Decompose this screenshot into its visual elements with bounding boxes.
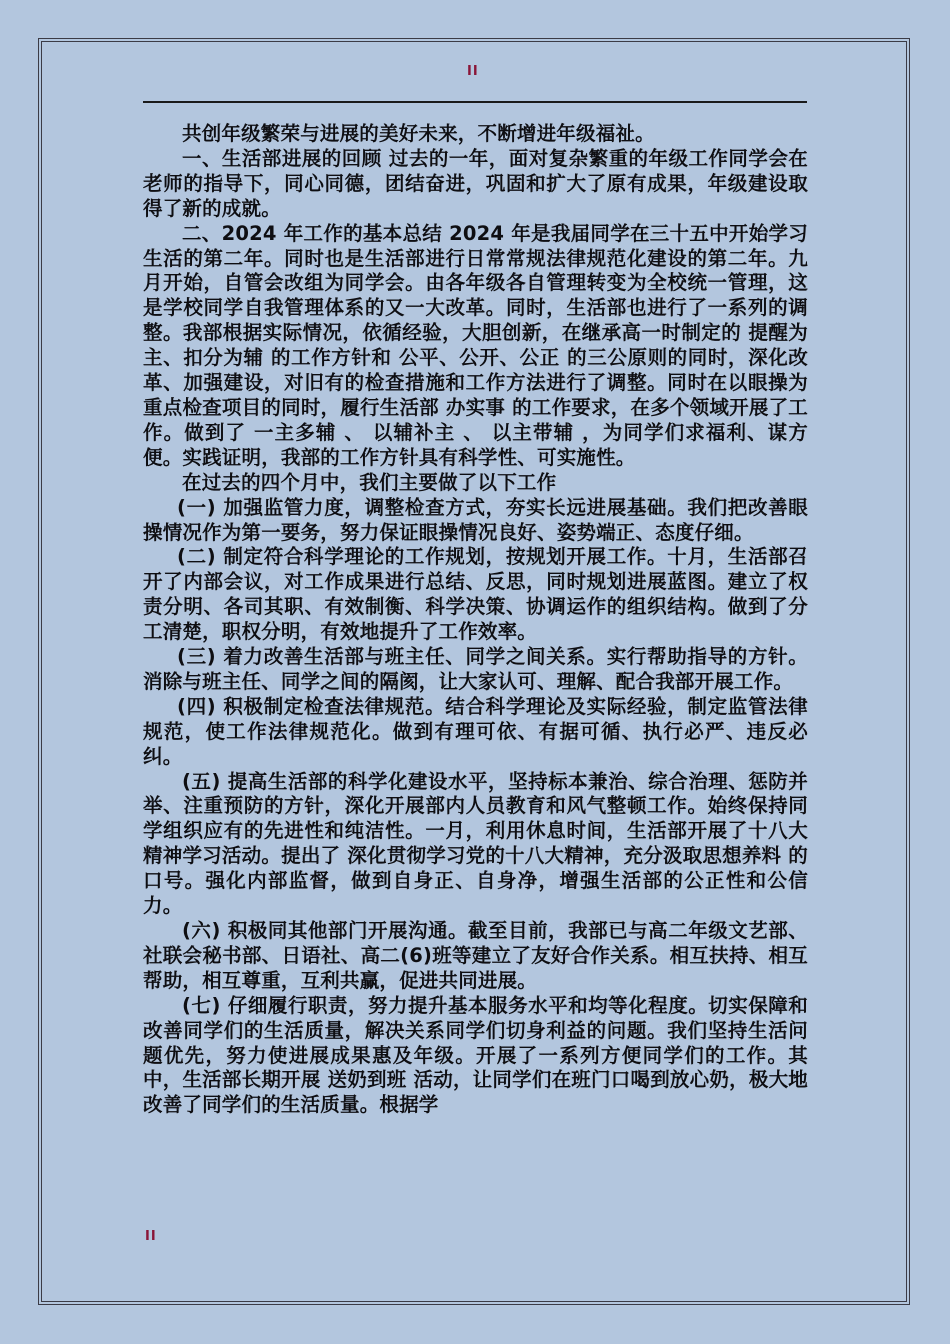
body-paragraph: (六) 积极同其他部门开展沟通。截至目前，我部已与高二年级文艺部、社联会秘书部、日语社、高二(6)班等建立了友好合作关系。相互扶持、相互帮助，相互尊重，互利共赢，促进共同进展。 (143, 919, 808, 992)
body-paragraph: (一) 加强监管力度，调整检查方式，夯实长远进展基础。我们把改善眼操情况作为第一要务，努力保证眼操情况良好、姿势端正、态度仔细。 (143, 495, 808, 544)
document-body (143, 122, 808, 1118)
body-paragraph: (三) 着力改善生活部与班主任、同学之间关系。实行帮助指导的方针。消除与班主任、同学之间的隔阂，让大家认可、理解、配合我部开展工作。 (143, 645, 808, 693)
body-paragraph: (七) 仔细履行职责，努力提升基本服务水平和均等化程度。切实保障和改善同学们的生活质量，解决关系同学们切身利益的问题。我们坚持生活问题优先，努力使进展成果惠及年级。开展了一系列方便同学们的工作。其中，生活部长期开展 送奶到班 活动，让同学们在班门口喝到放心奶，极大地改善了同学们的生活质量。根据学 (143, 993, 808, 1117)
body-paragraph: (五) 提高生活部的科学化建设水平，坚持标本兼治、综合治理、惩防并举、注重预防的方针，深化开展部内人员教育和风气整顿工作。始终保持同学组织应有的先进性和纯洁性。一月，利用休息时间，生活部开展了十八大精神学习活动。提出了 深化贯彻学习党的十八大精神，充分汲取思想养料 的口号。强化内部监督，做到自身正、自身净，增强生活部的公正性和公信力。 (143, 769, 808, 918)
body-paragraph: (四) 积极制定检查法律规范。结合科学理论及实际经验，制定监管法律规范，使工作法律规范化。做到有理可依、有据可循、执行必严、违反必纠。 (143, 694, 808, 768)
body-paragraph: 共创年级繁荣与进展的美好未来，不断增进年级福祉。 (182, 122, 655, 145)
body-paragraph: 二、2024 年工作的基本总结 2024 年是我届同学在三十五中开始学习生活的第二年。同时也是生活部进行日常常规法律规范化建设的第二年。九月开始，自管会改组为同学会。由各年级各自管理转变为全校统一管理，这是学校同学自我管理体系的又一大改革。同时，生活部也进行了一系列的调整。我部根据实际情况，依循经验，大胆创新，在继承高一时制定的 提醒为主、扣分为辅 的工作方针和 公平、公开、公正 的三公原则的同时，深化改革、加强建设，对旧有的检查措施和工作方法进行了调整。同时在以眼操为重点检查项目的同时，履行生活部 办实事 的工作要求，在多个领域开展了工作。做到了 一主多辅 、 以辅补主 、 以主带辅 ，为同学们求福利、谋方便。实践证明，我部的工作方针具有科学性、可实施性。 (143, 221, 808, 469)
body-paragraph: 在过去的四个月中，我们主要做了以下工作 (182, 470, 557, 494)
body-paragraph: 一、生活部进展的回顾 过去的一年，面对复杂繁重的年级工作同学会在老师的指导下，同心同德，团结奋进，巩固和扩大了原有成果，年级建设取得了新的成就。 (143, 146, 808, 220)
header-page-mark: II (467, 64, 479, 79)
body-paragraph: (二) 制定符合科学理论的工作规划，按规划开展工作。十月，生活部召开了内部会议，对工作成果进行总结、反思，同时规划进展蓝图。建立了权责分明、各司其职、有效制衡、科学决策、协调运作的组织结构。做到了分工清楚，职权分明，有效地提升了工作效率。 (143, 545, 808, 644)
footer-page-mark: II (145, 1229, 157, 1244)
header-rule (143, 101, 807, 103)
